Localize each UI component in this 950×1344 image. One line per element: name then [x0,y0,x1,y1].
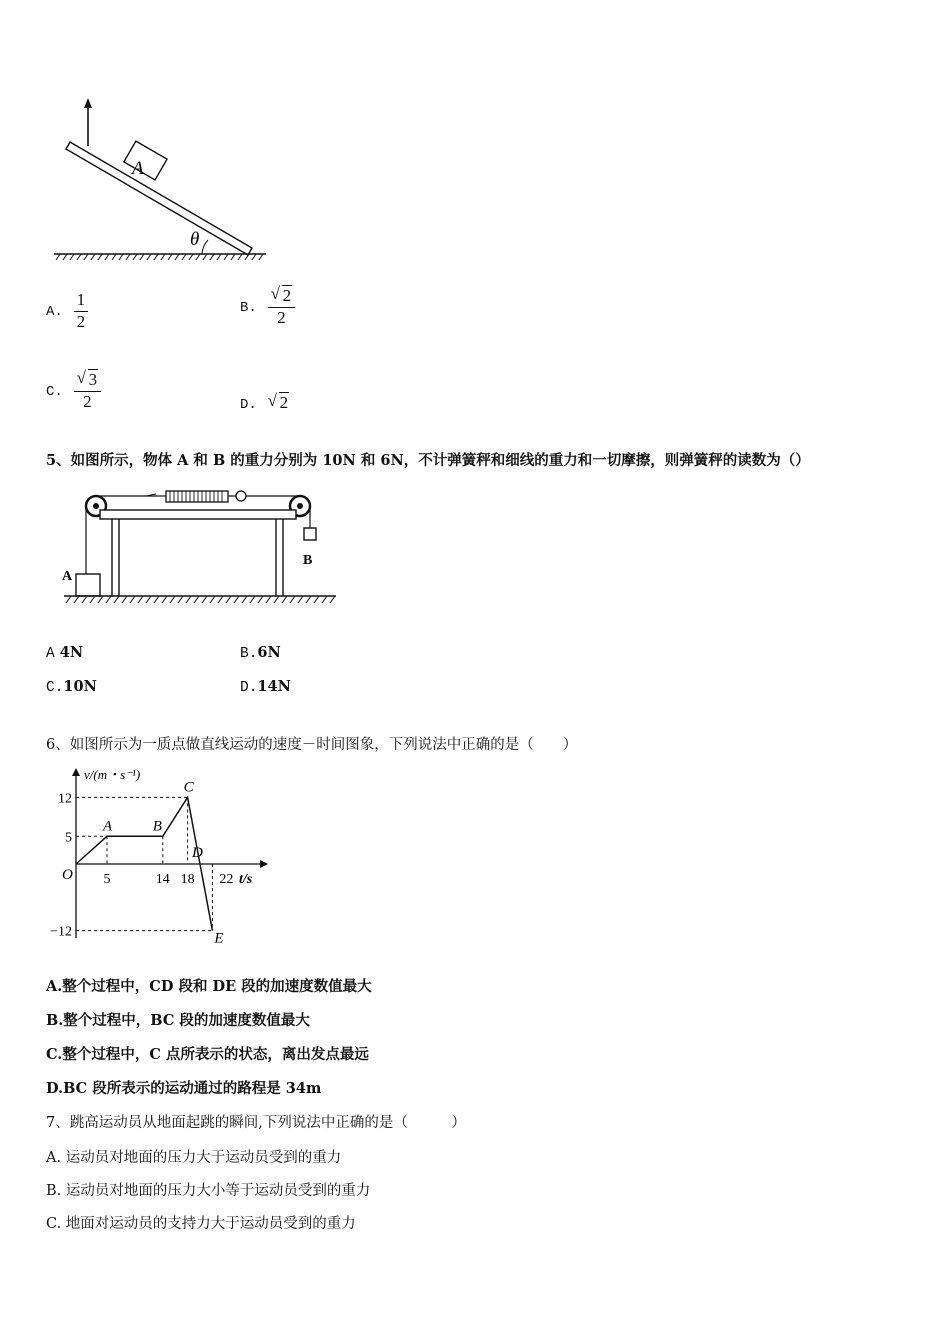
q6-option-a[interactable]: A.整个过程中，CD 段和 DE 段的加速度数值最大 [46,978,372,995]
q6-option-c[interactable]: C.整个过程中，C 点所表示的状态，离出发点最远 [46,1046,369,1063]
x-tick-label: 22 [219,872,234,887]
angle-label: θ [190,229,200,250]
option-label: A [46,646,55,662]
point-label-a: A [103,818,113,835]
option-value: 6N [257,644,281,661]
q4-option-b[interactable] [240,286,295,328]
fraction [268,286,296,328]
question-6: 6、如图所示为一质点做直线运动的速度－时间图象，下列说法中正确的是（ ） [46,737,578,753]
y-tick-label: 5 [65,830,72,846]
x-tick-label: 14 [155,872,170,887]
numerator: 1 [74,290,89,312]
q5-option-b[interactable] [240,643,281,664]
point-label-d: D [192,845,203,861]
sqrt: √ 2 [267,391,289,412]
q4-option-a[interactable] [46,290,88,332]
point-label-b: B [152,818,162,835]
q4-option-c[interactable] [46,370,101,412]
option-value: 14N [257,678,291,695]
origin-label: O [62,867,73,883]
y-tick-label: −12 [50,924,72,940]
incline-figure [40,90,280,270]
denominator: 2 [83,392,92,411]
option-label: C. [46,384,63,400]
question-7: 7、跳高运动员从地面起跳的瞬间,下列说法中正确的是（ ） [46,1115,466,1131]
denominator: 2 [277,308,286,327]
q6-option-d[interactable]: D.BC 段所表示的运动通过的路程是 34m [46,1080,322,1097]
q5-option-d[interactable] [240,677,291,698]
point-label-c: C [183,779,194,796]
weight-a-label: A [62,569,73,584]
velocity-time-chart [40,762,280,950]
q4-option-d[interactable] [240,391,289,414]
option-label: D. [240,397,257,413]
sqrt: √ 3 [76,368,98,389]
spring-scale-figure [56,486,346,610]
y-tick-label: 12 [58,791,72,807]
question-5: 5、如图所示，物体 A 和 B 的重力分别为 10N 和 6N，不计弹簧秤和细线的重力和一切摩擦，则弹簧秤的读数为（） [46,452,810,469]
option-value: 10N [63,678,97,695]
option-value: 4N [59,644,84,661]
q7-option-b[interactable]: B. 运动员对地面的压力大小等于运动员受到的重力 [46,1183,371,1199]
fraction [74,290,89,332]
denominator: 2 [76,312,86,331]
option-label: C. [46,680,64,696]
q5-option-c[interactable] [46,677,97,698]
point-label-e: E [214,930,224,947]
y-axis-label: v/(m・s⁻¹) [84,767,141,782]
numerator [74,370,102,392]
x-axis-label: t/s [239,872,253,887]
option-label: D. [240,680,258,696]
x-tick-label: 18 [180,872,195,887]
sqrt: √ 2 [270,284,292,305]
option-label: A. [46,304,63,320]
numerator [268,286,296,308]
block-label: A [132,158,144,179]
weight-b-label: B [303,553,313,568]
q6-option-b[interactable]: B.整个过程中，BC 段的加速度数值最大 [46,1012,310,1029]
q5-option-a[interactable] [46,643,83,664]
x-tick-label: 5 [103,872,111,887]
fraction [74,370,102,412]
option-label: B. [240,300,257,316]
q7-option-c[interactable]: C. 地面对运动员的支持力大于运动员受到的重力 [46,1216,356,1232]
option-label: B. [240,646,258,662]
q7-option-a[interactable]: A. 运动员对地面的压力大于运动员受到的重力 [46,1150,342,1166]
